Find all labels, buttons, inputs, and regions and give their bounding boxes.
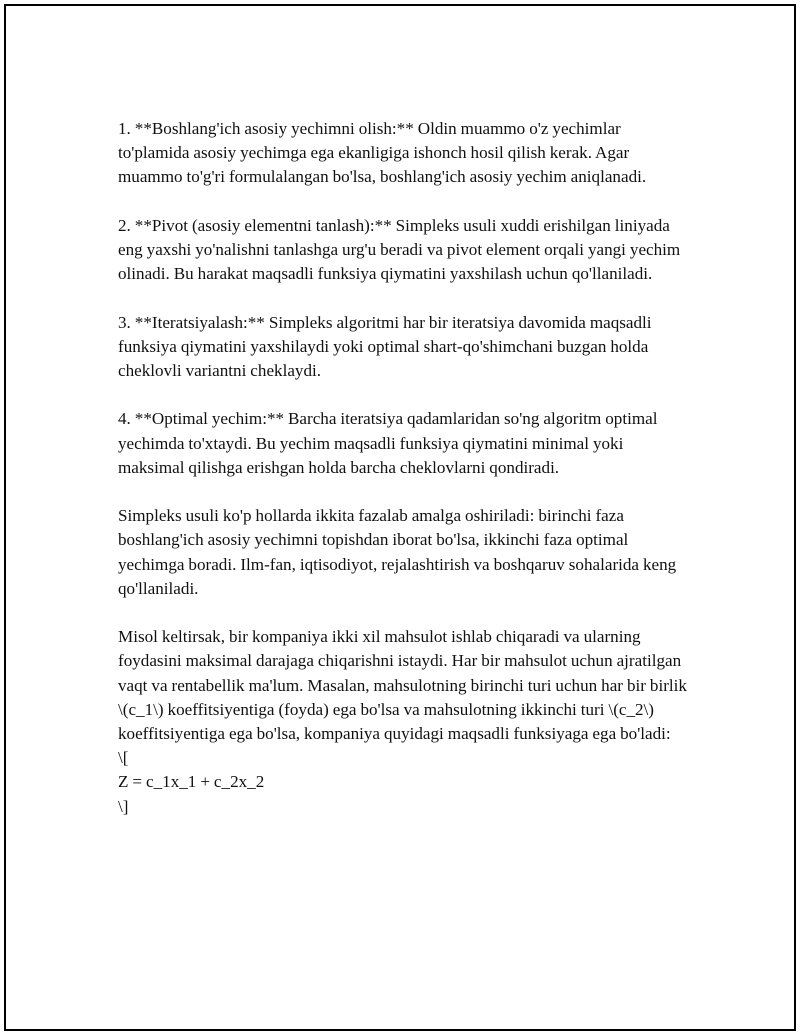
formula-block [118,746,690,819]
formula-open: \[ [118,748,129,768]
paragraph-step-3: 3. **Iteratsiyalash:** Simpleks algoritmi har bir iteratsiya davomida maqsadli funksiya qiymatini yaxshilaydi yoki optimal shart-qo'shimchani buzgan holda cheklovli variantni cheklaydi. [118,312,652,380]
formula-equation: Z = c_1x_1 + c_2x_2 [118,772,265,792]
paragraph-step-2: 2. **Pivot (asosiy elementni tanlash):** Simpleks usuli xuddi erishilgan liniyada eng yaxshi yo'nalishni tanlashga urg'u beradi va pivot element orqali yangi yechim olinadi. Bu harakat maqsadli funksiya qiymatini yaxshilash uchun qo'llaniladi. [118,215,681,284]
paragraph-example: Misol keltirsak, bir kompaniya ikki xil mahsulot ishlab chiqaradi va ularning foydasini maksimal darajaga chiqarishni istaydi. Har bir mahsulot uchun ajratilgan vaqt va rentabellik ma'lum. Masalan, mahsulotning birinchi turi uchun har bir birlik \(c_1\) koeffitsiyentiga (foyda) ega bo'lsa va mahsulotning ikkinchi turi \(c_2\) koeffitsiyentiga ega bo'lsa, kompaniya quyidagi maqsadli funksiyaga ega bo'ladi: [118,627,687,743]
formula-close: \] [118,796,129,816]
paragraph-step-4: 4. **Optimal yechim:** Barcha iteratsiya qadamlaridan so'ng algoritm optimal yechimda to'xtaydi. Bu yechim maqsadli funksiya qiymatini minimal yoki maksimal qilishga erishgan holda barcha cheklovlarni qondiradi. [118,409,658,477]
paragraph-step-1: 1. **Boshlang'ich asosiy yechimni olish:** Oldin muammo o'z yechimlar to'plamida asosiy yechimga ega ekanligiga ishonch hosil qilish kerak. Agar muammo to'g'ri formulalangan bo'lsa, boshlang'ich asosiy yechim aniqlanadi. [118,119,647,187]
paragraph-phases: Simpleks usuli ko'p hollarda ikkita fazalab amalga oshiriladi: birinchi faza boshlang'ich asosiy yechimni topishdan iborat bo'lsa, ikkinchi faza optimal yechimga boradi. Ilm-fan, iqtisodiyot, rejalashtirish va boshqaruv sohalarida keng qo'llaniladi. [118,506,677,598]
document-body [118,117,690,819]
